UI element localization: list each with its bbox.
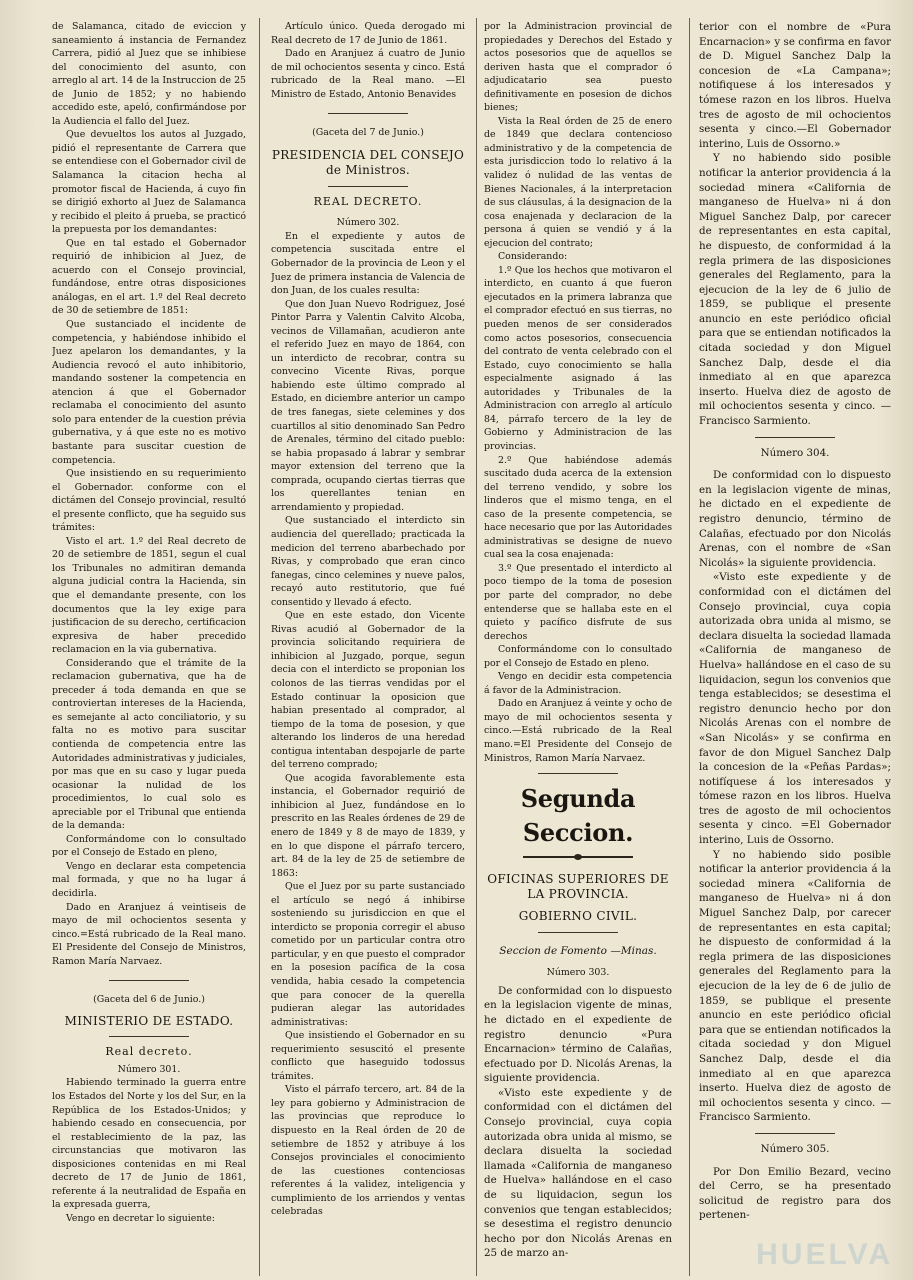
paragraph: 3.º Que presentado el interdicto al poco tiempo de la toma de posesion por parte del comprador, no debe entenderse que se hallaba este en el quieto y pacífico disfrute de sus derechos: [484, 562, 672, 642]
paragraph: Vengo en decidir esta competencia á favor de la Administracion.: [484, 671, 672, 696]
paragraph: Que sustanciado el incidente de competencia, y habiéndose inhibido el Juez apelaron los demandantes, y la Audiencia revocó el auto inhibitorio, mandando sostener la competencia en atencion á que el Gobernador reclamaba el conocimiento del asunto solo para entender de la cuestion prévia gubernativa, y á que este no es motivo bastante para suscitar cuestion de competencia.: [52, 319, 246, 466]
paragraph: En el expediente y autos de competencia suscitada entre el Gobernador de la provincia de Leon y el Juez de primera instancia de Valencia de don Juan, de los cuales resulta:: [271, 230, 465, 297]
decree-heading: Real decreto.: [105, 1045, 193, 1059]
section-heading: OFICINAS SUPERIORES DE LA PROVINCIA.: [487, 872, 669, 902]
paragraph: 2.º Que habiéndose además suscitado duda acerca de la extension del terreno vendido, y sobre los linderos que el mismo tenga, en el caso de la presente competencia, se hace necesario que por las Autoridades administrativas se designe de nuevo cual sea la cosa enajenada:: [484, 454, 672, 561]
paragraph: Considerando:: [498, 251, 568, 263]
paragraph: Que en este estado, don Vicente Rivas acudió al Gobernador de la provincia solicitando requiriera de inhibicion al Juzgado, porque, segun decia con el interdicto se proponian los colonos de las tierras vendidas por el Estado continuar la oposicion que habian presentado al comprador, al tiempo de la toma de posesion, y que alterando los linderos de una heredad contigua intentaban despojarle de parte del terreno comprado;: [271, 610, 465, 771]
column-rule: [259, 18, 260, 1276]
paragraph: Dado en Aranjuez á veintiseis de mayo de mil ochocientos sesenta y cinco.=Está rubricado de la Real mano. El Presidente del Consejo de Ministros, Ramon María Narvaez.: [52, 901, 246, 967]
paragraph: Y no habiendo sido posible notificar la anterior providencia á la sociedad minera «California de manganeso de Huelva» ni á don Miguel Sanchez Dalp, por carecer de representantes en esta capital, he dispuesto, de conformidad á la regla primera de las disposiciones generales del Reglamento, para la ejecucion de la ley de 6 julio de 1859, se publique el presente anuncio en este periódico oficial para que se entiendan notificados la citada sociedad y don Miguel Sanchez Dalp, desde el dia inmediato al en que aparezca inserto. Huelva diez de agosto de mil ochocientos sesenta y cinco. —Francisco Sarmiento.: [699, 152, 891, 428]
column-2: [271, 20, 465, 1275]
decree-number: Número 304.: [760, 446, 830, 459]
paragraph: Que devueltos los autos al Juzgado, pidió el representante de Carrera que se entendiese con el Gobernador civil de Salamanca la citacion hecha al promotor fiscal de Hacienda, á cuyo fin se dirigió exhorto al Juez de Salamanca y recibido el pleito á prueba, se practicó la prepuesta por los demandantes:: [52, 129, 246, 236]
paragraph: De conformidad con lo dispuesto en la legislacion vigente de minas, he dictado en el expediente de registro denuncio, término de Calañas, efectuado por don Nicolás Arenas, con el nombre de «San Nicolás» la siguiente providencia.: [699, 469, 891, 569]
paragraph: Por Don Emilio Bezard, vecino del Cerro, se ha presentado solicitud de registro para dos pertenen-: [699, 1165, 891, 1222]
paragraph: Dado en Aranjuez á veinte y ocho de mayo de mil ochocientos sesenta y cinco.—Está rubricado de la Real mano.=El Presidente del Consejo de Ministros, Ramon María Narvaez.: [484, 698, 672, 764]
decree-number: Número 305.: [760, 1142, 830, 1155]
paragraph: Vengo en declarar esta competencia mal formada, y que no ha lugar á decidirla.: [52, 860, 246, 899]
paragraph: Artículo único. Queda derogado mi Real decreto de 17 de Junio de 1861.: [271, 21, 465, 46]
decree-number: Número 303.: [546, 967, 610, 979]
gaceta-date: (Gaceta del 6 de Junio.): [93, 994, 205, 1006]
paragraph: Dado en Aranjuez á cuatro de Junio de mil ochocientos sesenta y cinco. Está rubricado de la Real mano. —El Ministro de Estado, Antonio Benavides: [271, 48, 465, 100]
paragraph: De conformidad con lo dispuesto en la legislacion vigente de minas, he dictado en el expediente de registro denuncio «Pura Encarnacion» término de Calañas, efectuado por D. Nicolás Arenas, la siguiente providencia.: [484, 984, 672, 1085]
paragraph: Que sustanciado el interdicto sin audiencia del querellado; practicada la medicion del terreno abarbechado por Rivas, y comprobado que eran cinco fanegas, cinco celemines y nueve palos, recayó auto restitutorio, que fué consentido y llevado á efecto.: [271, 515, 465, 608]
decree-number: Número 302.: [336, 217, 400, 229]
section-heading: MINISTERIO DE ESTADO.: [64, 1013, 234, 1028]
paragraph: «Visto este expediente y de conformidad con el dictámen del Consejo provincial, cuya copia autorizada obra unida al mismo, se declara disuelta la sociedad llamada «California de manganeso de Huelva» hallándose en el caso de su liquidacion, segun los convenios que tenga establecidos; se desestima el registro denuncio hecho por don Nicolás Arenas con el nombre de «San Nicolás» y se confirma en favor de don Miguel Sanchez Dalp la concesion de la «Peñas Pardas»; notifíquese á los interesados y tómese razon en los libros. Huelva tres de agosto de mil ochocientos sesenta y cinco. =El Gobernador interino, Luis de Ossorno.: [699, 571, 891, 847]
paragraph: «Visto este expediente y de conformidad con el dictámen del Consejo provincial, cuya copia autorizada obra unida al mismo, se declara disuelta la sociedad llamada «California de manganeso de Huelva» hallándose en el caso de su liquidacion, segun los convenios que tengan establecidos; se desestima el registro denuncio hecho por don Nicolás Arenas en 25 de marzo an-: [484, 1086, 672, 1260]
paragraph: Que en tal estado el Gobernador requirió de inhibicion al Juez, de acuerdo con el Consejo provincial, fundándose, entre otras disposiciones análogas, en el art. 1.º del Real decreto de 30 de setiembre de 1851:: [52, 237, 246, 317]
paragraph: Visto el párrafo tercero, art. 84 de la ley para gobierno y Administracion de las provincias que reproduce lo dispuesto en la Real órden de 20 de setiembre de 1852 y atribuye á los Consejos provinciales el conocimiento de las cuestiones contenciosas referentes á la validez, inteligencia y cumplimiento de los arriendos y ventas celebradas: [271, 1084, 465, 1218]
paragraph: Que insistiendo en su requerimiento el Gobernador. conforme con el dictámen del Consejo provincial, resultó el presente conflicto, que ha seguido sus trámites:: [52, 468, 246, 534]
paragraph: Conformándome con lo consultado por el Consejo de Estado en pleno,: [52, 833, 246, 859]
paragraph: Considerando que el trámite de la reclamacion gubernativa, que ha de preceder á toda demanda en que se controviertan intereses de la Hacienda, es semejante al acto conciliatorio, y su falta no es motivo para suscitar contienda de competencia entre las Autoridades administrativas y judiciales, por mas que en su caso y lugar pueda ocasionar la nulidad de los procedimientos, lo cual solo es apreciable por el Tribunal que entienda de la demanda:: [52, 657, 246, 832]
archive-watermark: HUELVA: [756, 1238, 893, 1271]
paragraph: terior con el nombre de «Pura Encarnacion» y se confirma en favor de D. Miguel Sanchez Dalp la concesion de «La Campana»; notifiquese á los interesados y tómese razon en los libros. Huelva tres de agosto de mil ochocientos sesenta y cinco.—El Gobernador interino, Luis de Ossorno.»: [699, 21, 891, 150]
decree-heading: REAL DECRETO.: [313, 194, 423, 208]
paragraph: Que el Juez por su parte sustanciado el artículo se negó á inhibirse sosteniendo su jurisdiccion en que el interdicto se proponia corregir el abuso cometido por un particular contra otro particular, y en que puesto el comprador en la posesion pacífica de la cosa vendida, habia cesado la competencia que para conocer de la querella pudieran alegar las autoridades administrativas:: [271, 881, 465, 1028]
column-rule: [476, 18, 477, 1276]
paragraph: Vista la Real órden de 25 de enero de 1849 que declara contencioso administrativo y de la competencia de esta jurisdiccion todo lo relativo á la validez ó nulidad de las ventas de Bienes Nacionales, á la interpretacion de sus cláusulas, á la designacion de la cosa enajenada y declaracion de la persona á quien se vendió y á la ejecucion del contrato;: [484, 115, 672, 249]
gaceta-date: (Gaceta del 7 de Junio.): [312, 127, 424, 139]
column-1: [52, 20, 246, 1275]
column-rule: [689, 18, 690, 1276]
paragraph: de Salamanca, citado de eviccion y saneamiento á instancia de Fernandez Carrera, pidió al Juez que se inhibiese del conocimiento del asunto, con arreglo al art. 14 de la Instruccion de 25 de Junio de 1852; y no habiendo accedido este, apeló, confirmándose por la Audiencia el fallo del Juez.: [52, 21, 246, 127]
section-title: Segunda Seccion.: [520, 784, 636, 848]
column-3: [484, 20, 672, 1275]
paragraph: por la Administracion provincial de propiedades y Derechos del Estado y actos posesorios que de aquellos se deriven hasta que el comprador ó adjudicatario sea puesto definitivamente en posesion de dichos bienes;: [484, 21, 672, 114]
section-heading: PRESIDENCIA DEL CONSEJO de Ministros.: [271, 147, 465, 177]
paragraph: Visto el art. 1.º del Real decreto de 20 de setiembre de 1851, segun el cual los Tribunales no admitiran demanda alguna judicial contra la Hacienda, sin que el demandante presente, con los documentos que la ley exige para justificacion de su derecho, certificacion expresiva de haber precedido reclamacion en la via gubernativa.: [52, 535, 246, 656]
paragraph: Que insistiendo el Gobernador en su requerimiento sesuscitó el presente conflicto que haseguido todossus trámites.: [271, 1030, 465, 1082]
paragraph: Que don Juan Nuevo Rodriguez, José Pintor Parra y Valentin Calvito Alcoba, vecinos de Villamañan, acudieron ante el referido Juez en mayo de 1864, con un interdicto de recobrar, contra su convecino Vicente Rivas, porque habiendo este último comprado al Estado, en diciembre anterior un campo de tres fanegas, siete celemines y dos cuartillos al sitio denominado San Pedro de Arenales, término del citado pueblo: se habia propasado á labrar y sembrar mayor extension del terreno que la comprada, ocupando ciertas tierras que los querellantes tenian en arrendamiento y propiedad.: [271, 298, 465, 513]
column-4: [699, 20, 891, 1275]
paragraph: Vengo en decretar lo siguiente:: [66, 1212, 215, 1224]
paragraph: 1.º Que los hechos que motivaron el interdicto, en cuanto á que fueron ejecutados en la primera labranza que el comprador efectuó en sus tierras, no pueden menos de ser considerados como actos posesorios, consecuencia del contrato de venta celebrado con el Estado, cuyo conocimiento se halla especialmente asignado á las autoridades y Tribunales de la Administracion con arreglo al artículo 84, párrafo tercero de la ley de Gobierno y Administracion de las provincias.: [484, 264, 672, 452]
paragraph: Y no habiendo sido posible notificar la anterior providencia á la sociedad minera «California de manganeso de Huelva» ni á don Miguel Sanchez Dalp, por carecer de representantes en esta capital; he dispuesto de conformidad á la regla primera de las disposiciones generales del Reglamento para la ejecucion de la ley de 6 de julio de 1859, se publique el presente anuncio en este periódico oficial para que se entiendan notificados la citada sociedad y don Miguel Sanchez Dalp, desde el dia inmediato al en que aparezca inserto. Huelva diez de agosto de mil ochocientos sesenta y cinco. — Francisco Sarmiento.: [699, 848, 891, 1124]
ornament-divider: [523, 854, 633, 860]
paragraph: Habiendo terminado la guerra entre los Estados del Norte y los del Sur, en la República de los Estados-Unidos; y habiendo cesado en consecuencia, por el restablecimiento de la paz, las circunstancias que motivaron las disposiciones contenidas en mi Real decreto de 17 de Junio de 1861, referente á la neutralidad de España en la expresada guerra,: [52, 1077, 246, 1211]
paragraph: Que acogida favorablemente esta instancia, el Gobernador requirió de inhibicion al Juez, fundándose en lo prescrito en las Reales órdenes de 29 de enero de 1849 y 8 de mayo de 1839, y en lo que dispone el párrafo tercero, art. 84 de la ley de 25 de setiembre de 1863:: [271, 772, 465, 879]
subsection-heading: Seccion de Fomento —Minas.: [499, 944, 657, 957]
decree-number: Número 301.: [117, 1063, 181, 1075]
section-heading: GOBIERNO CIVIL.: [518, 909, 638, 924]
paragraph: Conformándome con lo consultado por el Consejo de Estado en pleno.: [484, 644, 672, 669]
